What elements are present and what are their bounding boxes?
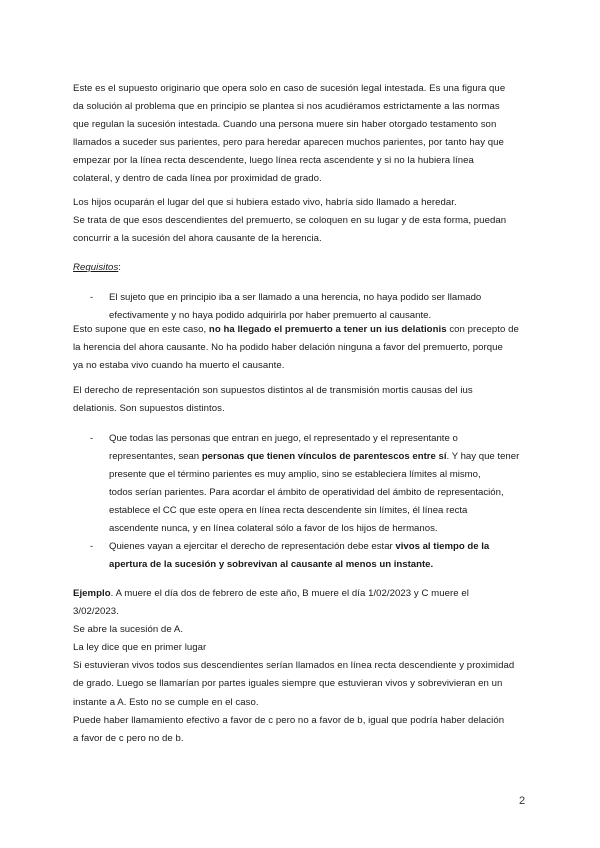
text-run: Esto supone que en este caso,: [73, 324, 209, 335]
text-line: La ley dice que en primer lugar: [73, 642, 207, 654]
text-line: de grado. Luego se llamarían por partes iguales siempre que estuvieran vivos y sobrevivieran en un: [73, 678, 503, 690]
bullet-dash: -: [90, 292, 94, 303]
text-run: . A muere el día dos de febrero de este año, B muere el día 1/02/2023 y C muere el: [110, 588, 469, 599]
paragraph-ejemplo: [73, 585, 533, 748]
bullet-item-1: [109, 289, 529, 325]
text-line: llamados a suceder sus parientes, pero para heredar aparecen muchos parientes, por tanto hay que: [73, 137, 504, 149]
text-line: Que todas las personas que entran en juego, el representado y el representante o: [109, 433, 458, 444]
bullet-item-2: [109, 430, 529, 539]
text-line: Se trata de que esos descendientes del premuerto, se coloquen en su lugar y de esta forma, puedan: [73, 215, 507, 227]
text-line: ascendente nunca, y en línea colateral sólo a favor de los hijos de hermanos.: [109, 523, 438, 535]
text-line: Puede haber llamamiento efectivo a favor de c pero no a favor de b, igual que podría haber delación: [73, 714, 505, 726]
text-run: con precepto de: [446, 324, 519, 335]
text-line: establece el CC que este opera en línea recta descendente sin límites, él línea recta: [109, 505, 468, 517]
bold-text: vivos al tiempo de la: [395, 541, 490, 552]
bullet-item-3: [109, 538, 529, 574]
requisitos-colon: :: [118, 262, 122, 273]
page-number: 2: [519, 795, 526, 807]
text-line: Los hijos ocuparán el lugar del que si hubiera estado vivo, habría sido llamado a heredar.: [73, 197, 457, 208]
text-line: 3/02/2023.: [73, 606, 119, 618]
bold-text: no ha llegado el premuerto a tener un ius delationis: [208, 324, 447, 335]
text-line: [109, 448, 529, 466]
bold-text-line: apertura de la sucesión y sobrevivan al causante al menos un instante.: [109, 559, 434, 571]
text-line: [73, 585, 533, 603]
paragraph-intro: [73, 80, 533, 189]
text-line: efectivamente y no haya podido adquirirla por haber premuerto al causante.: [109, 310, 432, 322]
text-line: instante a A. Esto no se cumple en el caso.: [73, 696, 259, 708]
paragraph-hijos: [73, 194, 533, 248]
requisitos-title: Requisitos: [73, 262, 119, 273]
paragraph-derecho: [73, 382, 533, 418]
text-line: Si estuvieran vivos todos sus descendientes serían llamados en línea recta descendiente y proximidad: [73, 660, 515, 672]
text-line: presente que el término parientes es muy amplio, sino se estableciera límites al mismo,: [109, 469, 481, 481]
text-run: representantes, sean: [109, 451, 202, 463]
text-run: . Y hay que tener: [446, 451, 520, 463]
text-line: todos serían parientes. Para acordar el ámbito de operatividad del ámbito de representación,: [109, 487, 504, 499]
requisitos-heading: [73, 259, 533, 277]
text-line: que regulan la sucesión intestada. Cuando una persona muere sin haber otorgado testamento son: [73, 119, 497, 131]
text-line: El sujeto que en principio iba a ser llamado a una herencia, no haya podido ser llamado: [109, 292, 482, 303]
text-run: Quienes vayan a ejercitar el derecho de representación debe estar: [109, 541, 396, 552]
text-line: delationis. Son supuestos distintos.: [73, 403, 225, 415]
text-line: empezar por la línea recta descendente, luego línea recta ascendente y si no la hubiera línea: [73, 155, 474, 167]
text-line: [109, 538, 529, 556]
text-line: a favor de c pero no de b.: [73, 732, 184, 744]
ejemplo-label: Ejemplo: [73, 588, 111, 599]
text-line: Este es el supuesto originario que opera solo en caso de sucesión legal intestada. Es una figura que: [73, 83, 506, 94]
bullet-dash: -: [90, 541, 94, 552]
text-line: da solución al problema que en principio se plantea si nos acudiéramos estrictamente a las normas: [73, 101, 500, 113]
text-line: ya no estaba vivo cuando ha muerto el causante.: [73, 360, 285, 372]
text-line: [73, 321, 533, 339]
text-line: El derecho de representación son supuestos distintos al de transmisión mortis causas del ius: [73, 385, 473, 396]
text-line: Se abre la sucesión de A.: [73, 624, 184, 636]
text-line: concurrir a la sucesión del ahora causante de la herencia.: [73, 233, 322, 245]
text-line: la herencia del ahora causante. No ha podido haber delación ninguna a favor del premuerto, porque: [73, 342, 503, 354]
paragraph-supone: [73, 321, 533, 375]
bullet-dash: -: [90, 433, 94, 444]
text-line: colateral, y dentro de cada línea por proximidad de grado.: [73, 173, 322, 185]
bold-text: personas que tienen vínculos de parentescos entre sí: [201, 451, 447, 463]
